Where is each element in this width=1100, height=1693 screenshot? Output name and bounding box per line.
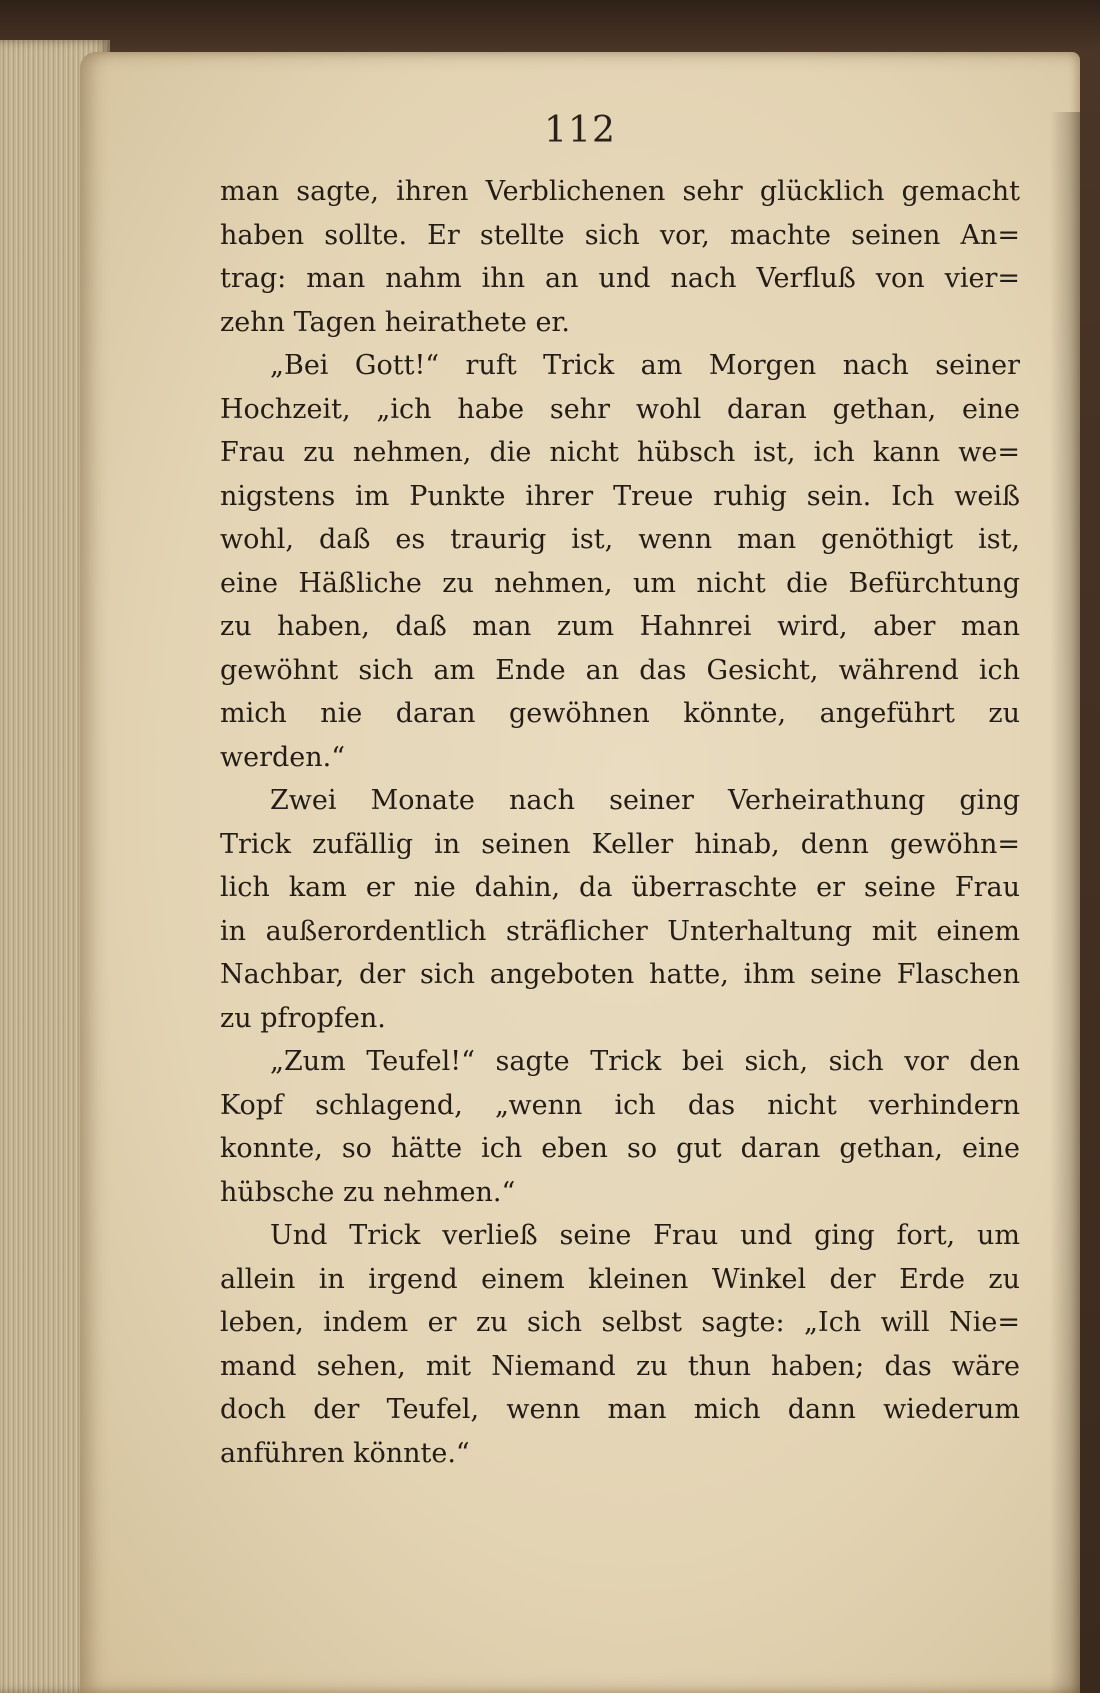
text-line: mand sehen, mit Niemand zu thun haben; das wäre	[220, 1350, 1020, 1382]
text-line: Frau zu nehmen, die nicht hübsch ist, ich kann we=	[220, 437, 1020, 468]
text-line: Zwei Monate nach seiner Verheirathung ging	[270, 785, 1020, 816]
text-line: lich kam er nie dahin, da überraschte er seine Frau	[220, 872, 1020, 903]
text-line: mich nie daran gewöhnen könnte, angeführt zu	[220, 698, 1020, 729]
text-line: Trick zufällig in seinen Keller hinab, denn gewöhn=	[220, 828, 1020, 860]
text-line: nigstens im Punkte ihrer Treue ruhig sein. Ich weiß	[220, 480, 1020, 512]
text-line: zehn Tagen heirathete er.	[220, 306, 570, 338]
page-number: 112	[544, 110, 616, 151]
text-line: trag: man nahm ihn an und nach Verfluß von vier=	[220, 263, 1020, 294]
text-line: haben sollte. Er stellte sich vor, machte seinen An=	[220, 219, 1020, 251]
text-line: in außerordentlich sträflicher Unterhaltung mit einem	[220, 915, 1020, 947]
body-text	[220, 170, 1020, 1475]
text-line: zu haben, daß man zum Hahnrei wird, aber man	[220, 611, 1020, 642]
text-line: „Zum Teufel!“ sagte Trick bei sich, sich vor den	[270, 1046, 1020, 1077]
book-page	[80, 52, 1080, 1693]
text-line: wohl, daß es traurig ist, wenn man genöthigt ist,	[220, 524, 1020, 555]
text-line: werden.“	[220, 741, 346, 773]
text-line: Hochzeit, „ich habe sehr wohl daran gethan, eine	[220, 393, 1020, 425]
text-line: Kopf schlagend, „wenn ich das nicht verhindern	[220, 1089, 1020, 1121]
text-line: konnte, so hätte ich eben so gut daran gethan, eine	[220, 1133, 1020, 1164]
text-line: man sagte, ihren Verblichenen sehr glücklich gemacht	[220, 176, 1020, 207]
text-line: gewöhnt sich am Ende an das Gesicht, während ich	[220, 654, 1020, 686]
text-line: zu pfropfen.	[220, 1002, 386, 1034]
page-shadow	[1050, 112, 1080, 1693]
text-line: doch der Teufel, wenn man mich dann wiederum	[220, 1394, 1020, 1425]
text-line: anführen könnte.“	[220, 1437, 470, 1469]
text-line: Nachbar, der sich angeboten hatte, ihm seine Flaschen	[220, 959, 1020, 990]
text-line: allein in irgend einem kleinen Winkel der Erde zu	[220, 1263, 1020, 1295]
text-line: „Bei Gott!“ ruft Trick am Morgen nach seiner	[270, 350, 1020, 381]
text-line: Und Trick verließ seine Frau und ging fort, um	[270, 1220, 1020, 1251]
text-line: hübsche zu nehmen.“	[220, 1176, 516, 1208]
text-line: leben, indem er zu sich selbst sagte: „Ich will Nie=	[220, 1307, 1020, 1338]
text-line: eine Häßliche zu nehmen, um nicht die Befürchtung	[220, 567, 1020, 599]
